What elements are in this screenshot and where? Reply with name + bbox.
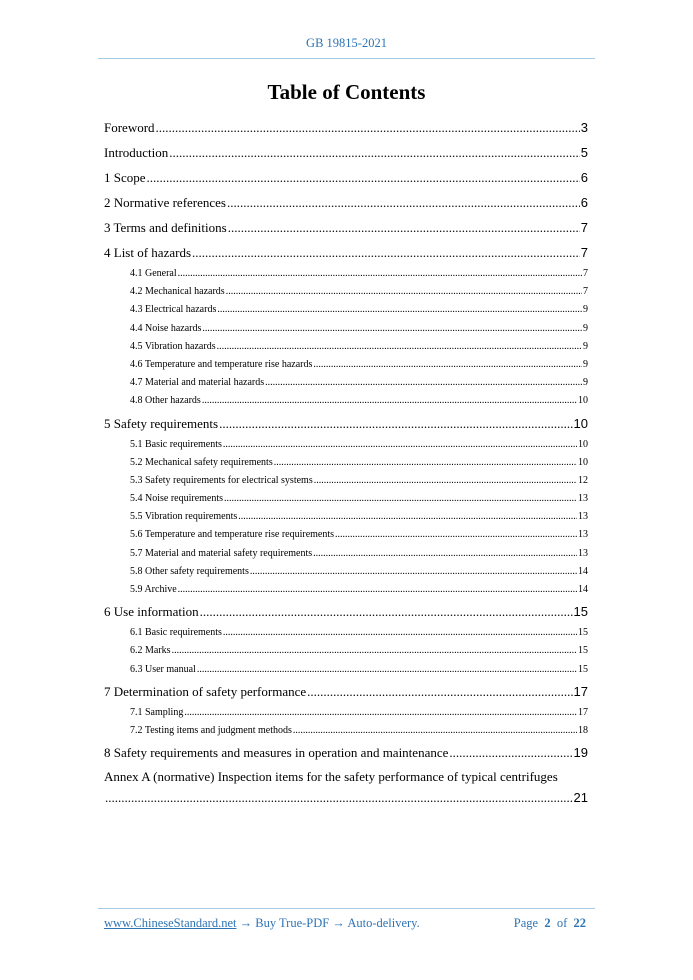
toc-entry-sub[interactable]: [104, 490, 588, 508]
toc-entry-page: 21: [573, 790, 588, 806]
toc-leader-dots: [293, 722, 577, 740]
toc-entry-label: Annex A (normative) Inspection items for the safety performance of typical centrifuges: [104, 769, 558, 785]
buy-pdf-link[interactable]: Buy True-PDF: [255, 916, 330, 930]
page-footer: [104, 916, 586, 934]
toc-entry-page: 6: [580, 195, 588, 210]
toc-entry-sub[interactable]: [104, 722, 588, 740]
toc-entry-page: 9: [583, 304, 588, 316]
toc-entry-page: 7: [583, 268, 588, 279]
toc-entry[interactable]: [104, 165, 588, 190]
toc-leader-dots: [217, 301, 582, 319]
toc-entry-page: 6: [580, 170, 588, 185]
toc-leader-dots: [313, 356, 582, 374]
toc-leader-dots: [307, 679, 572, 704]
toc-entry-page: 13: [578, 529, 588, 541]
toc-leader-dots: [226, 283, 582, 301]
toc-entry-label: 5.9 Archive: [130, 584, 177, 595]
toc-entry-page: 10: [573, 415, 588, 431]
toc-entry-page: 13: [578, 547, 588, 559]
toc-leader-dots: [178, 265, 582, 283]
toc-entry-sub[interactable]: [104, 392, 588, 410]
toc-entry-label: 5 Safety requirements: [104, 415, 219, 431]
toc-leader-dots: [147, 165, 580, 190]
toc-entry-page: 17: [578, 706, 588, 718]
toc-leader-dots: [223, 624, 577, 642]
toc-entry-label: 5.4 Noise requirements: [130, 493, 224, 505]
toc-entry[interactable]: [104, 140, 588, 165]
toc-leader-dots: [202, 392, 577, 410]
toc-entry-sub[interactable]: [104, 374, 588, 392]
toc-leader-dots: [156, 115, 580, 140]
toc-entry-label: 4.5 Vibration hazards: [130, 340, 216, 352]
toc-entry[interactable]: [104, 190, 588, 215]
toc-leader-dots: [238, 508, 577, 526]
page-number: Page 2 of 22: [513, 916, 586, 930]
toc-entry-page: 19: [573, 745, 588, 761]
toc-leader-dots: [449, 740, 572, 765]
toc-entry-sub[interactable]: [104, 265, 588, 283]
toc-entry[interactable]: [104, 215, 588, 240]
toc-leader-dots: [202, 320, 582, 338]
toc-entry-label: 5.6 Temperature and temperature rise requirements: [130, 529, 335, 541]
standard-code: GB 19815-2021: [306, 36, 387, 50]
toc-entry-sub[interactable]: [104, 356, 588, 374]
toc-entry-page: 10: [578, 395, 588, 407]
toc-entry[interactable]: [104, 599, 588, 624]
toc-entry-label: 4.7 Material and material hazards: [130, 377, 265, 389]
toc-entry-label: 4 List of hazards: [104, 245, 192, 260]
toc-entry-page: 7: [583, 286, 588, 298]
toc-entry-sub[interactable]: [104, 526, 588, 544]
toc-entry-page: 15: [573, 604, 588, 620]
toc-entry-page: 9: [583, 340, 588, 352]
toc-entry-sub[interactable]: [104, 581, 588, 599]
toc-entry-page: 10: [578, 456, 588, 468]
toc-entry-label: 5.2 Mechanical safety requirements: [130, 456, 273, 468]
toc-entry-label: Foreword: [104, 120, 155, 135]
toc-entry-sub[interactable]: [104, 454, 588, 472]
toc-entry-sub[interactable]: [104, 563, 588, 581]
toc-entry-sub[interactable]: [104, 472, 588, 490]
footer-promo: [104, 916, 420, 931]
toc-entry-label: 4.1 General: [130, 268, 177, 279]
toc-leader-dots: [217, 338, 582, 356]
toc-leader-dots: [335, 526, 577, 544]
toc-entry-label: 2 Normative references: [104, 195, 226, 210]
toc-entry-label: 5.3 Safety requirements for electrical systems: [130, 474, 313, 486]
toc-entry-page: 5: [580, 145, 588, 160]
toc-entry-sub[interactable]: [104, 704, 588, 722]
toc-entry-label: 6.1 Basic requirements: [130, 627, 222, 639]
toc-entry[interactable]: [104, 240, 588, 265]
table-of-contents: [104, 115, 588, 808]
arrow-icon: →: [239, 916, 253, 930]
toc-entry-page: 13: [578, 493, 588, 505]
header-rule: [98, 58, 595, 59]
toc-entry-page: 9: [583, 322, 588, 334]
website-link[interactable]: www.ChineseStandard.net: [104, 916, 237, 930]
toc-entry-label: 4.8 Other hazards: [130, 395, 201, 407]
toc-leader-dots: [227, 190, 580, 215]
toc-entry-page: 18: [578, 724, 588, 736]
total-pages: 22: [573, 916, 586, 930]
toc-entry-page: 13: [578, 511, 588, 523]
toc-entry-page: 17: [573, 683, 588, 699]
toc-entry-page: 3: [580, 120, 588, 135]
toc-leader-dots: [169, 140, 580, 165]
toc-entry-page: 12: [578, 474, 588, 486]
toc-leader-dots: [200, 599, 573, 624]
toc-entries: [104, 115, 588, 765]
toc-entry[interactable]: [104, 679, 588, 704]
toc-entry-label: 5.5 Vibration requirements: [130, 511, 238, 523]
running-header: [0, 36, 693, 51]
toc-annex-entry[interactable]: [104, 766, 588, 808]
toc-entry-label: 1 Scope: [104, 170, 146, 185]
toc-leader-dots: [184, 704, 577, 722]
toc-entry-sub[interactable]: [104, 642, 588, 660]
toc-entry-page: 15: [578, 645, 588, 657]
toc-entry-sub[interactable]: [104, 301, 588, 319]
toc-entry-page: 7: [580, 220, 588, 235]
toc-entry-page: 15: [578, 627, 588, 639]
toc-entry-sub[interactable]: [104, 436, 588, 454]
toc-entry-sub[interactable]: [104, 545, 588, 563]
toc-leader-dots: [228, 215, 580, 240]
toc-entry-sub[interactable]: [104, 661, 588, 679]
toc-entry[interactable]: [104, 740, 588, 765]
toc-entry-sub[interactable]: [104, 283, 588, 301]
toc-entry-page: 10: [578, 438, 588, 450]
toc-entry-label: 7 Determination of safety performance: [104, 683, 307, 699]
toc-entry-sub[interactable]: [104, 624, 588, 642]
toc-entry-label: 7.2 Testing items and judgment methods: [130, 724, 292, 736]
toc-entry-label: 4.3 Electrical hazards: [130, 304, 217, 316]
page-title: Table of Contents: [267, 80, 426, 104]
toc-entry-label: Introduction: [104, 145, 169, 160]
toc-entry-label: 7.1 Sampling: [130, 706, 184, 718]
toc-entry-sub[interactable]: [104, 338, 588, 356]
delivery-text: Auto-delivery.: [347, 916, 420, 930]
toc-entry-label: 6 Use information: [104, 604, 199, 620]
toc-entry-label: 5.7 Material and material safety requirements: [130, 547, 313, 559]
toc-entry-label: 5.8 Other safety requirements: [130, 565, 249, 577]
toc-entry-sub[interactable]: [104, 320, 588, 338]
toc-entry-label: 8 Safety requirements and measures in operation and maintenance: [104, 745, 449, 761]
toc-leader-dots: [313, 545, 577, 563]
toc-entry-label: 4.4 Noise hazards: [130, 322, 202, 334]
toc-entry-label: 3 Terms and definitions: [104, 220, 227, 235]
toc-entry-page: 9: [583, 358, 588, 370]
toc-entry-label: 5.1 Basic requirements: [130, 438, 222, 450]
toc-entry-page: 14: [578, 584, 588, 595]
footer-rule: [98, 908, 595, 909]
toc-leader-dots: [265, 374, 582, 392]
toc-entry-label: 6.3 User manual: [130, 663, 196, 675]
toc-entry-page: 7: [580, 245, 588, 260]
current-page: 2: [544, 916, 551, 930]
toc-leader-dots: [178, 581, 577, 599]
toc-leader-dots: [192, 240, 580, 265]
toc-leader-dots: [219, 411, 572, 436]
toc-leader-dots: [197, 661, 577, 679]
toc-leader-dots: [172, 642, 577, 660]
toc-entry-sub[interactable]: [104, 508, 588, 526]
arrow-icon: →: [332, 916, 345, 930]
toc-entry[interactable]: [104, 115, 588, 140]
toc-entry-page: 14: [578, 565, 588, 577]
toc-leader-dots: [224, 490, 577, 508]
toc-entry-page: 15: [578, 663, 588, 675]
toc-entry-label: 6.2 Marks: [130, 645, 171, 657]
toc-leader-dots: [250, 563, 577, 581]
toc-entry-label: 4.2 Mechanical hazards: [130, 286, 225, 298]
toc-entry-label: 4.6 Temperature and temperature rise hazards: [130, 358, 313, 370]
toc-leader-dots: [274, 454, 577, 472]
toc-entry-page: 9: [583, 377, 588, 389]
toc-leader-dots: [314, 472, 577, 490]
toc-leader-dots: [105, 788, 573, 808]
toc-entry[interactable]: [104, 411, 588, 436]
toc-leader-dots: [223, 436, 577, 454]
